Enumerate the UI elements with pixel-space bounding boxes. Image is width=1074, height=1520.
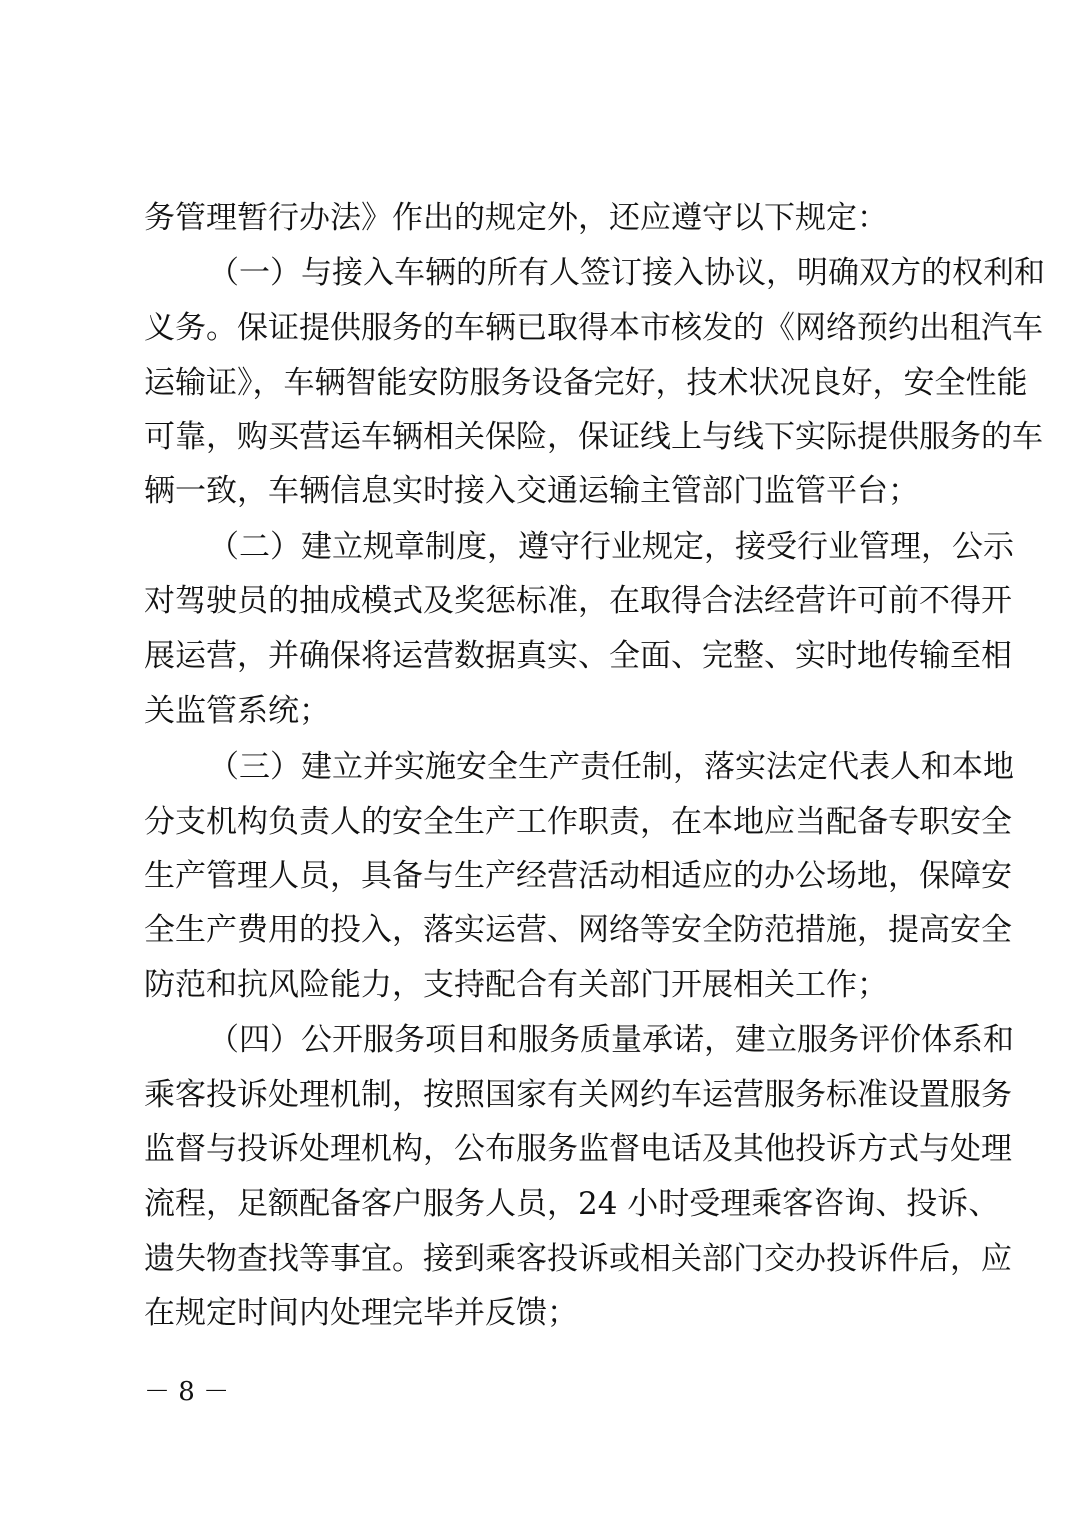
paragraph-3-line: 分支机构负责人的安全生产工作职责，在本地应当配备专职安全 xyxy=(144,804,1012,840)
paragraph-4-line: 流程，足额配备客户服务人员，24 小时受理乘客咨询、投诉、 xyxy=(144,1186,1000,1222)
paragraph-4-line: 在规定时间内处理完毕并反馈； xyxy=(144,1295,578,1331)
paragraph-1-line: 可靠，购买营运车辆相关保险，保证线上与线下实际提供服务的车 xyxy=(144,419,1043,455)
paragraph-3-line: （三）建立并实施安全生产责任制，落实法定代表人和本地 xyxy=(208,749,1014,785)
paragraph-2-line: 对驾驶员的抽成模式及奖惩标准，在取得合法经营许可前不得开 xyxy=(144,583,1012,619)
paragraph-2-line: 关监管系统； xyxy=(144,693,330,729)
page-number: － 8 － xyxy=(144,1377,230,1407)
paragraph-1-line: 运输证》，车辆智能安防服务设备完好，技术状况良好，安全性能 xyxy=(144,365,1028,401)
paragraph-2-line: （二）建立规章制度，遵守行业规定，接受行业管理，公示 xyxy=(208,529,1014,565)
paragraph-2-line: 展运营，并确保将运营数据真实、全面、完整、实时地传输至相 xyxy=(144,638,1012,674)
paragraph-1-line: 义务。保证提供服务的车辆已取得本市核发的《网络预约出租汽车 xyxy=(144,310,1043,346)
paragraph-4-line: 遗失物查找等事宜。接到乘客投诉或相关部门交办投诉件后，应 xyxy=(144,1241,1012,1277)
paragraph-4-line: （四）公开服务项目和服务质量承诺，建立服务评价体系和 xyxy=(208,1022,1014,1058)
paragraph-1-line: 辆一致，车辆信息实时接入交通运输主管部门监管平台； xyxy=(144,473,919,509)
paragraph-4-line: 乘客投诉处理机制，按照国家有关网约车运营服务标准设置服务 xyxy=(144,1077,1012,1113)
paragraph-1-line: （一）与接入车辆的所有人签订接入协议，明确双方的权利和 xyxy=(208,255,1045,291)
paragraph-3-line: 生产管理人员，具备与生产经营活动相适应的办公场地，保障安 xyxy=(144,858,1012,894)
paragraph-3-line: 全生产费用的投入，落实运营、网络等安全防范措施，提高安全 xyxy=(144,912,1012,948)
text-line: 务管理暂行办法》作出的规定外，还应遵守以下规定： xyxy=(144,200,888,236)
paragraph-4-line: 监督与投诉处理机构，公布服务监督电话及其他投诉方式与处理 xyxy=(144,1131,1012,1167)
paragraph-3-line: 防范和抗风险能力，支持配合有关部门开展相关工作； xyxy=(144,967,888,1003)
